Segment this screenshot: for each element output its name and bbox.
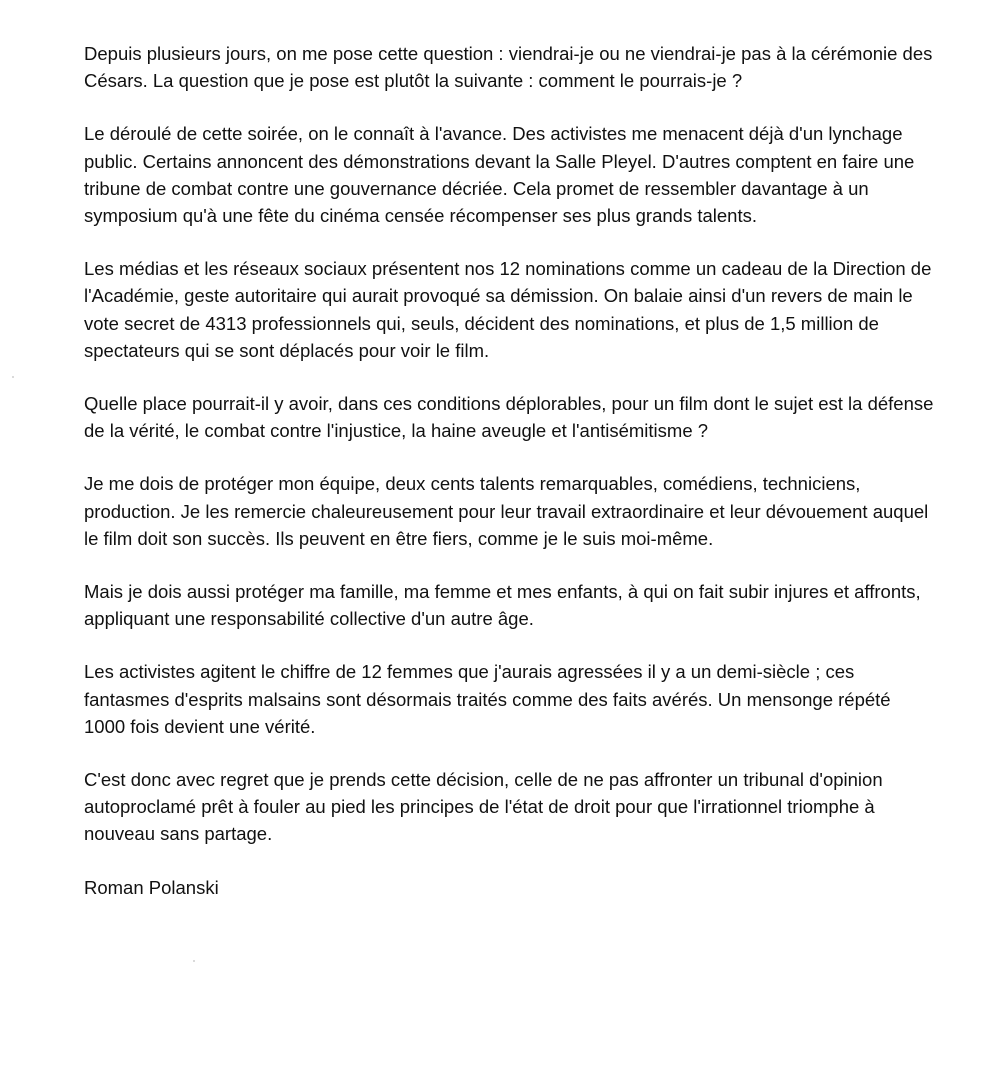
letter-signature: Roman Polanski [84,876,219,898]
letter-paragraph-2: Le déroulé de cette soirée, on le connaît à l'avance. Des activistes me menacent déjà d'un lynchage public. Certains annoncent des démonstrations devant la Salle Pleyel. D'autres comptent en faire une tribune de combat contre une gouvernance décriée. Cela promet de ressembler davantage à un symposium qu'à une fête du cinéma censée récompenser ses plus grands talents. [84,123,915,227]
letter-paragraph-3: Les médias et les réseaux sociaux présentent nos 12 nominations comme un cadeau de la Direction de l'Académie, geste autoritaire qui aurait provoqué sa démission. On balaie ainsi d'un revers de main le vote secret de 4313 professionnels qui, seuls, décident des nominations, et plus de 1,5 million de spectateurs qui se sont déplacés pour voir le film. [84,258,932,361]
letter-paragraph-1: Depuis plusieurs jours, on me pose cette question : viendrai-je ou ne viendrai-je pas à la cérémonie des Césars. La question que je pose est plutôt la suivante : comment le pourrais-je ? [84,43,933,92]
letter-paragraph-7: Les activistes agitent le chiffre de 12 femmes que j'aurais agressées il y a un demi-siècle ; ces fantasmes d'esprits malsains sont désormais traités comme des faits avérés. Un mensonge répété 1000 fois devient une vérité. [84,661,891,737]
letter-body [84,40,934,927]
letter-paragraph-4: Quelle place pourrait-il y avoir, dans ces conditions déplorables, pour un film dont le sujet est la défense de la vérité, le combat contre l'injustice, la haine aveugle et l'antisémitisme ? [84,393,934,442]
letter-paragraph-5: Je me dois de protéger mon équipe, deux cents talents remarquables, comédiens, techniciens, production. Je les remercie chaleureusement pour leur travail extraordinaire et leur dévouement auquel le film doit son succès. Ils peuvent en être fiers, comme je le suis moi-même. [84,473,929,549]
scan-speck [12,376,14,378]
letter-paragraph-6: Mais je dois aussi protéger ma famille, ma femme et mes enfants, à qui on fait subir injures et affronts, appliquant une responsabilité collective d'un autre âge. [84,581,921,630]
scan-speck [193,960,195,962]
letter-paragraph-8: C'est donc avec regret que je prends cette décision, celle de ne pas affronter un tribunal d'opinion autoproclamé prêt à fouler au pied les principes de l'état de droit pour que l'irrationnel triomphe à nouveau sans partage. [84,769,883,845]
